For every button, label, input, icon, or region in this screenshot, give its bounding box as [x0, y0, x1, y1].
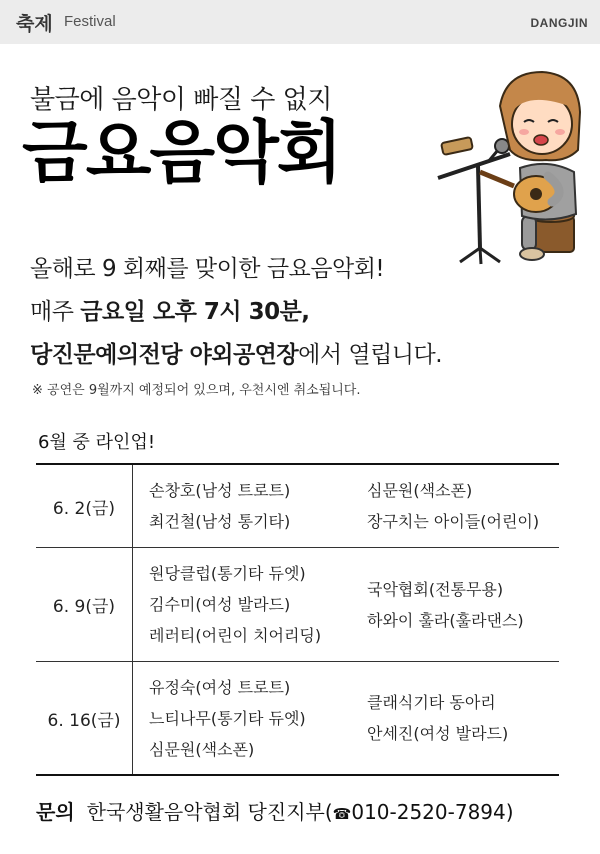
contact-info: 문의 한국생활음악협회 당진지부(☎010-2520-7894) [36, 800, 514, 824]
intro-line-3 [30, 336, 442, 369]
performer: 레러티(어린이 치어리딩) [149, 626, 322, 645]
lineup-table [36, 463, 559, 776]
performer-list [367, 662, 508, 774]
region-label: DANGJIN [530, 16, 588, 30]
lineup-title: 6월 중 라인업! [38, 432, 156, 453]
lineup-date: 6. 9(금) [36, 548, 133, 661]
table-row [36, 548, 559, 662]
performer: 심문원(색소폰) [149, 739, 255, 759]
organization-name: 한국생활음악협회 당진지부 [86, 800, 325, 824]
performer: 손창호(남성 트로트) [149, 481, 291, 500]
category-label: 축제 [16, 13, 53, 35]
intro-line-3-post: 에서 열립니다. [298, 342, 443, 368]
performer: 김수미(여성 발라드) [149, 595, 291, 614]
performer: 유정숙(여성 트로트) [149, 677, 291, 697]
intro-line-2-pre: 매주 [30, 299, 81, 325]
performer: 안세진(여성 발라드) [367, 724, 509, 743]
performer: 장구치는 아이들(어린이) [367, 512, 540, 531]
performer: 원당클럽(통기타 듀엣) [149, 564, 306, 583]
contact-label: 문의 [36, 800, 75, 824]
performer: 하와이 훌라(훌라댄스) [367, 610, 524, 630]
performer-list [133, 465, 367, 547]
table-row [36, 465, 559, 548]
cancellation-note: ※ 공연은 9월까지 예정되어 있으며, 우천시엔 취소됩니다. [32, 383, 361, 398]
performer: 심문원(색소폰) [367, 481, 473, 500]
phone-number[interactable]: 010-2520-7894 [351, 800, 506, 824]
telephone-icon: ☎ [332, 805, 352, 823]
intro-line-1: 올해로 9 회째를 맞이한 금요음악회! [30, 256, 385, 282]
performer-list [367, 465, 539, 547]
intro-line-2-bold: 금요일 오후 7시 30분, [80, 299, 310, 325]
category-label-en: Festival [64, 13, 116, 30]
performer-list [367, 548, 524, 661]
performer-list [133, 548, 367, 661]
table-row [36, 662, 559, 774]
subtitle: 불금에 음악이 빠질 수 없지 [30, 85, 332, 115]
page-title: 금요음악회 [22, 114, 341, 193]
page-header [0, 0, 600, 44]
lineup-date: 6. 2(금) [36, 465, 133, 547]
performer: 클래식기타 동아리 [367, 693, 496, 712]
performer-list [133, 662, 367, 774]
performer: 국악협회(전통무용) [367, 579, 504, 599]
performer: 최건철(남성 통기타) [149, 512, 291, 531]
singer-with-guitar-illustration [428, 66, 584, 266]
lineup-date: 6. 16(금) [36, 662, 133, 774]
venue-name: 당진문예의전당 야외공연장 [30, 342, 299, 368]
intro-line-2 [30, 293, 310, 326]
performer: 느티나무(통기타 듀엣) [149, 708, 306, 728]
